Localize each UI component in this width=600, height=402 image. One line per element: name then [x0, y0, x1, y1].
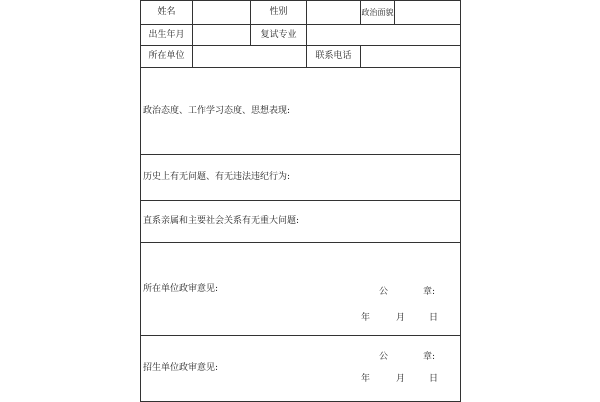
unit-date-month: 月 — [396, 313, 406, 323]
phone-label: 联系电话 — [307, 46, 361, 68]
section-relatives-row — [141, 201, 461, 243]
enroll-date-year: 年 — [361, 374, 371, 384]
unit-field[interactable] — [193, 46, 307, 68]
section-history-row — [141, 155, 461, 201]
unit-date-day: 日 — [429, 313, 439, 323]
section-relatives[interactable] — [141, 201, 461, 243]
unit-seal-gong: 公 — [379, 287, 389, 297]
form-row-birth — [141, 25, 461, 46]
enroll-date-month: 月 — [396, 374, 406, 384]
section-attitude[interactable] — [141, 68, 461, 155]
section-unit-review-label: 所在单位政审意见: — [143, 283, 219, 294]
section-history[interactable] — [141, 155, 461, 201]
section-unit-review-row — [141, 243, 461, 336]
unit-seal-zhang: 章: — [423, 287, 436, 297]
enroll-date-day: 日 — [429, 374, 439, 384]
birth-label: 出生年月 — [141, 25, 193, 46]
section-enroll-review-row — [141, 336, 461, 402]
political-review-form — [140, 0, 461, 402]
section-history-label: 历史上有无问题、有无违法违纪行为: — [143, 172, 291, 182]
section-unit-review[interactable] — [141, 243, 461, 336]
form-row-basic — [141, 1, 461, 25]
unit-date-year: 年 — [361, 313, 371, 323]
name-field[interactable] — [193, 1, 251, 25]
political-status-label: 政治面貌 — [361, 1, 395, 25]
section-enroll-review[interactable] — [141, 336, 461, 402]
birth-field[interactable] — [193, 25, 251, 46]
gender-field[interactable] — [307, 1, 361, 25]
major-field[interactable] — [307, 25, 461, 46]
gender-label: 性别 — [251, 1, 307, 25]
enroll-seal-gong: 公 — [379, 352, 389, 362]
phone-field[interactable] — [361, 46, 461, 68]
section-relatives-label: 直系亲属和主要社会关系有无重大问题: — [143, 216, 300, 226]
form-row-unit — [141, 46, 461, 68]
name-label: 姓名 — [141, 1, 193, 25]
major-label: 复试专业 — [251, 25, 307, 46]
enroll-seal-zhang: 章: — [423, 352, 436, 362]
section-enroll-review-label: 招生单位政审意见: — [143, 363, 219, 373]
section-attitude-row — [141, 68, 461, 155]
unit-label: 所在单位 — [141, 46, 193, 68]
political-status-field[interactable] — [395, 1, 461, 25]
section-attitude-label: 政治态度、工作学习态度、思想表现: — [143, 105, 291, 116]
